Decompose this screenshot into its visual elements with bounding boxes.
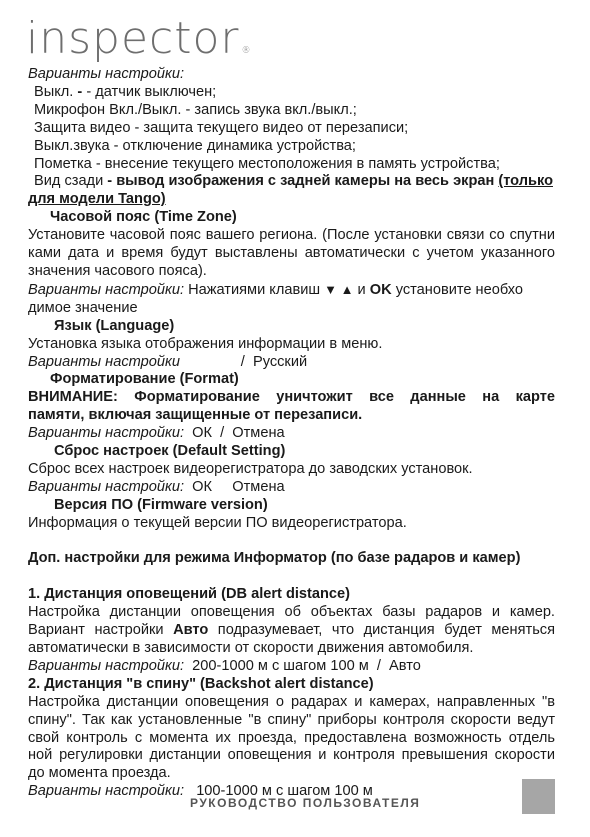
paragraph-line: спину". Так как установленные "в спину" приборы контроля скорости ведут (28, 711, 555, 728)
backshot-options: Варианты настройки: 100-1000 м с шагом 100 м (28, 783, 373, 800)
option-mic: Микрофон Вкл./Выкл. - запись звука вкл./выкл.; (34, 101, 357, 118)
brand-logo (26, 13, 252, 64)
paragraph-line: Сброс всех настроек видеорегистратора до заводских установок. (28, 460, 473, 477)
registered-mark: ® (241, 46, 252, 56)
paragraph-line: свой контроль с момента их проезда, предоставлена возможность отдель (28, 729, 555, 746)
manual-content (28, 66, 555, 801)
format-warning: памяти, включая защищенные от перезаписи. (28, 407, 363, 424)
section-heading-informer: Доп. настройки для режима Информатор (по базе радаров и камер) (28, 550, 521, 567)
reset-options: Варианты настройки: ОК Отмена (28, 478, 285, 495)
time-zone-options: Варианты настройки: Нажатиями клавиш ▼ ▲ и OK установите необхо (28, 281, 523, 298)
heading-language: Язык (Language) (54, 317, 175, 334)
paragraph-line: Информация о текущей версии ПО видеорегистратора. (28, 514, 407, 531)
paragraph-line: Установите часовой пояс вашего региона. (После установки связи со спутни (28, 227, 555, 244)
paragraph-line: Вариант настройки Авто подразумевает, что дистанция будет меняться (28, 622, 555, 639)
option-off: Выкл. - - датчик выключен; (34, 83, 217, 100)
format-options: Варианты настройки: ОК / Отмена (28, 425, 285, 442)
footer-title: РУКОВОДСТВО ПОЛЬЗОВАТЕЛЯ (190, 796, 421, 810)
paragraph-line: ной регулировки дистанции оповещения и контроля превышения скорости (28, 747, 555, 764)
paragraph-line: Настройка дистанции оповещения об объектах базы радаров и камер. (28, 604, 555, 621)
option-protect: Защита видео - защита текущего видео от перезаписи; (34, 119, 409, 136)
db-alert-options: Варианты настройки: 200-1000 м с шагом 100 м / Авто (28, 657, 421, 674)
paragraph-line: автоматически в зависимости от скорости движения автомобиля. (28, 639, 474, 656)
option-mark: Пометка - внесение текущего местоположения в память устройства; (34, 155, 500, 172)
option-rear-view: Вид сзади - вывод изображения с задней камеры на весь экран (только (34, 173, 553, 190)
format-warning: ВНИМАНИЕ: Форматирование уничтожит все данные на карте (28, 389, 555, 406)
paragraph-line: до момента проезда. (28, 765, 171, 782)
paragraph-line: ками дата и время будут выставлены автоматически с учетом указанного (28, 245, 555, 262)
options-label: Варианты настройки: (28, 66, 185, 82)
page-number-box (522, 779, 555, 814)
tango-note: для модели Tango) (28, 191, 166, 208)
heading-firmware: Версия ПО (Firmware version) (54, 496, 268, 513)
option-mute: Выкл.звука - отключение динамика устройства; (34, 137, 356, 154)
logo-text: inspector (26, 13, 240, 64)
paragraph-line: Установка языка отображения информации в меню. (28, 335, 383, 352)
heading-format: Форматирование (Format) (50, 371, 239, 388)
paragraph-line: Настройка дистанции оповещения о радарах и камерах, направленных "в (28, 693, 555, 710)
paragraph-line: значения часового пояса). (28, 262, 207, 279)
heading-backshot-alert-distance: 2. Дистанция "в спину" (Backshot alert distance) (28, 675, 374, 692)
language-options: Варианты настройки / Русский (28, 353, 308, 370)
heading-db-alert-distance: 1. Дистанция оповещений (DB alert distance) (28, 586, 351, 603)
heading-time-zone: Часовой пояс (Time Zone) (50, 209, 237, 226)
paragraph-line: димое значение (28, 299, 138, 316)
heading-default-setting: Сброс настроек (Default Setting) (54, 443, 286, 460)
down-up-arrows-icon: ▼ ▲ (324, 281, 354, 297)
